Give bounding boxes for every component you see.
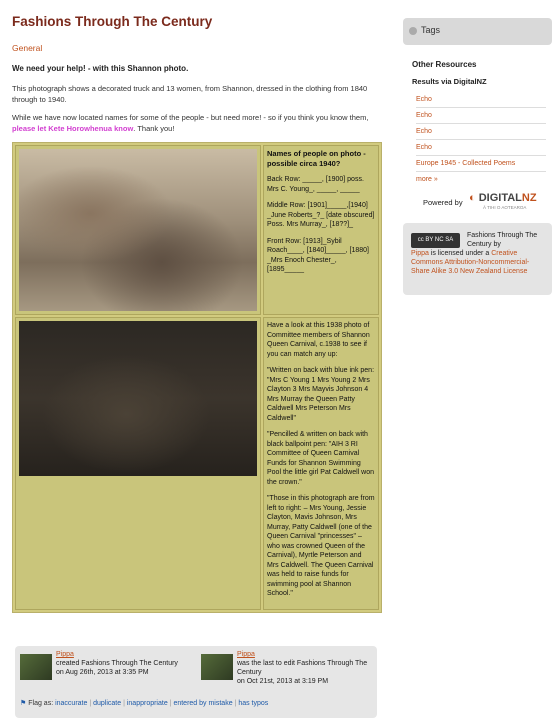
- tags-box[interactable]: [403, 18, 552, 45]
- help-text: While we have now located names for some of the people - but need more! - so if you think you know them,: [12, 113, 369, 122]
- help-paragraph: [12, 113, 386, 134]
- avatar[interactable]: [20, 654, 52, 680]
- flag-bar: ⚑ Flag as: inaccurate | duplicate | inappropriate | entered by mistake | has typos: [20, 700, 269, 707]
- flag-inappropriate[interactable]: inappropriate: [126, 700, 168, 707]
- committee-photo[interactable]: [19, 321, 257, 476]
- license-box: [403, 223, 552, 295]
- photo-cell-1: [15, 145, 261, 315]
- names-cell: [263, 145, 379, 315]
- lead-text: We need your help! - with this Shannon photo.: [12, 64, 189, 73]
- activity-action: created Fashions Through The Century: [56, 660, 178, 667]
- powered-by-label: Powered by: [423, 198, 463, 207]
- main-content: [12, 14, 386, 613]
- committee-cell: [263, 317, 379, 610]
- license-text: [411, 249, 547, 276]
- more-results-link[interactable]: more »: [416, 176, 438, 183]
- license-link[interactable]: Creative Commons Attribution-Noncommercial-Share Alike 3.0 New Zealand License: [411, 250, 530, 275]
- cc-license-icon[interactable]: cc BY NC SA: [411, 233, 460, 248]
- sidebar: [403, 18, 552, 295]
- truck-photo[interactable]: [19, 149, 257, 311]
- category-link[interactable]: General: [12, 43, 43, 53]
- contact-kete-link[interactable]: please let Kete Horowhenua know: [12, 123, 134, 133]
- activity-date: on Oct 21st, 2013 at 3:19 PM: [237, 678, 329, 685]
- page-title: Fashions Through The Century: [12, 14, 213, 29]
- digitalnz-logo[interactable]: [469, 192, 537, 204]
- tag-icon: [409, 27, 417, 35]
- activity-footer: [15, 646, 377, 718]
- result-link[interactable]: Europe 1945 - Collected Poems: [416, 156, 546, 172]
- blue-ink-text: "Written on back with blue ink pen: "Mrs C Young 1 Mrs Young 2 Mrs Clayton 3 Mrs Mayvis Johnson 4 Mrs Murray the Queen Patty Caldwell Mrs Peterson Mrs Caldwell": [267, 367, 375, 422]
- license-title: Fashions Through The Century by: [467, 232, 538, 248]
- middle-row-text: Middle Row: [1901]_____,[1940] _June Roberts_?_ [date obscured] Poss. Mrs Murray_, [18??]_: [267, 202, 375, 228]
- activity-action: was the last to edit Fashions Through The Century: [237, 660, 368, 676]
- logo-main: DIGITAL: [478, 192, 522, 204]
- logo-nz: NZ: [521, 192, 537, 204]
- result-link[interactable]: Echo: [416, 124, 546, 140]
- avatar[interactable]: [201, 654, 233, 680]
- help-end: . Thank you!: [133, 123, 175, 133]
- photo-cell-2: [15, 317, 261, 610]
- license-middle: is licensed under a: [430, 250, 490, 257]
- result-link[interactable]: Echo: [416, 92, 546, 108]
- result-link[interactable]: Echo: [416, 140, 546, 156]
- powered-by: [403, 189, 552, 213]
- those-text: "Those in this photograph are from left to right: – Mrs Young, Jessie Clayton, Mavis Johnson, Mrs Murray, Patty Caldwell (one of the Queen Carnival "princesses" – who was crowned Queen of the Carnival), Myrtle Peterson and Mrs Caldwell. The Queen Carnival was held to raise funds for swimming pool at Shannon School.": [267, 495, 375, 597]
- result-link[interactable]: Echo: [416, 108, 546, 124]
- description-paragraph: This photograph shows a decorated truck and 13 women, from Shannon, dressed in the clothing from 1840 through to 1940.: [12, 84, 368, 104]
- other-resources-heading: Other Resources: [412, 60, 477, 69]
- license-author-link[interactable]: Pippa: [411, 250, 429, 257]
- activity-text: [237, 650, 379, 686]
- activity-text: [56, 650, 198, 677]
- flag-inaccurate[interactable]: inaccurate: [55, 700, 88, 707]
- user-link[interactable]: Pippa: [56, 651, 74, 658]
- back-row-text: Back Row: _____, [1900] poss. Mrs C. Young_, _____, _____: [267, 176, 364, 193]
- flag-entered-by-mistake[interactable]: entered by mistake: [173, 700, 233, 707]
- logo-subtitle: Ā TIHI O AOTEAROA: [483, 205, 527, 210]
- flag-label: Flag as:: [28, 700, 54, 707]
- flag-duplicate[interactable]: duplicate: [93, 700, 122, 707]
- flag-has-typos[interactable]: has typos: [238, 700, 269, 707]
- photo-table: [12, 142, 382, 613]
- logo-icon: ◐: [469, 192, 476, 204]
- committee-intro: Have a look at this 1938 photo of Committee members of Shannon Queen Carnival, c.1938 to see if you can match any up:: [267, 322, 370, 358]
- names-heading: Names of people on photo - possible circa 1940?: [267, 149, 366, 168]
- tags-label: Tags: [421, 25, 441, 35]
- activity-date: on Aug 26th, 2013 at 3:35 PM: [56, 669, 149, 676]
- flag-icon: ⚑: [20, 700, 27, 707]
- pencilled-text: "Pencilled & written on back with black ballpoint pen: "AIH 3 RI Committee of Queen Carnival Funds for Shannon Swimming Pool the little girl Pat Caldwell won the crown.": [267, 431, 374, 486]
- front-row-text: Front Row: [1913]_Sybil Roach____, [1840]_____, [1880] _Mrs Enoch Chester_, [1895_____: [267, 237, 369, 273]
- user-link[interactable]: Pippa: [237, 651, 255, 658]
- results-heading: [412, 77, 552, 86]
- results-label: Results via DigitalNZ: [412, 77, 487, 86]
